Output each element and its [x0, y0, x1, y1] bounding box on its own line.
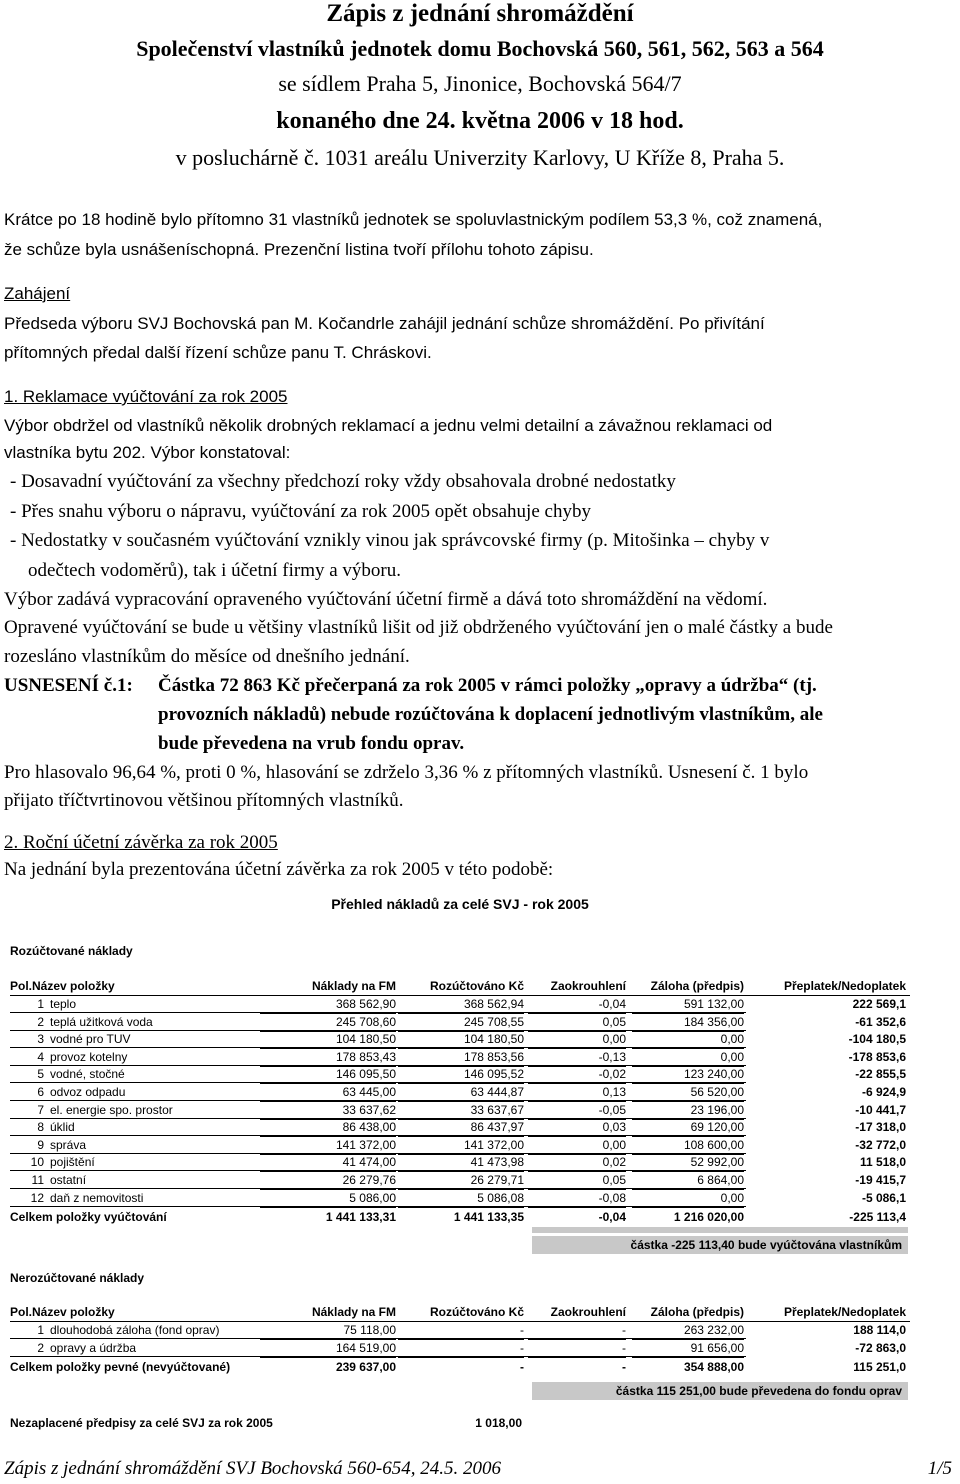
table-row [10, 1137, 910, 1154]
row-allocated: 5 086,08 [398, 1190, 524, 1208]
footer-title: Zápis z jednání shromáždění SVJ Bochovská 560-654, 24.5. 2006 [4, 1458, 501, 1479]
row-number: 9 [37, 1137, 44, 1152]
row-advance: 123 240,00 [632, 1066, 744, 1084]
row-balance: -17 318,0 [855, 1120, 906, 1135]
row-advance: 6 864,00 [632, 1172, 744, 1190]
section-2-heading: 2. Roční účetní závěrka za rok 2005 [4, 832, 278, 853]
col-balance-header: Přeplatek/Nedoplatek [783, 979, 906, 993]
section-unallocated-costs: Nerozúčtované náklady [10, 1271, 145, 1285]
row-balance: -178 853,6 [848, 1049, 906, 1064]
total-advance: 354 888,00 [683, 1360, 744, 1375]
row-number: 4 [37, 1049, 44, 1064]
row-allocated: 368 562,94 [398, 996, 524, 1014]
row-advance: 591 132,00 [632, 996, 744, 1014]
total-label: Celkem položky vyúčtování [10, 1210, 167, 1225]
row-number: 3 [37, 1032, 44, 1047]
total-label: Celkem položky pevné (nevyúčtované) [10, 1360, 231, 1375]
row-balance: -72 863,0 [855, 1340, 906, 1355]
row-rounding: 0,05 [528, 1014, 626, 1032]
row-name: opravy a údržba [50, 1340, 137, 1355]
table-header-row [10, 978, 910, 996]
table-row [10, 996, 910, 1013]
row-name: provoz kotelny [50, 1049, 128, 1064]
row-balance: -19 415,7 [855, 1173, 906, 1187]
document-title: Zápis z jednání shromáždění [326, 0, 634, 27]
row-rounding: - [528, 1340, 626, 1358]
row-number: 11 [31, 1173, 44, 1187]
row-number: 8 [37, 1120, 44, 1135]
row-number: 2 [37, 1014, 44, 1029]
row-costs-fm: 141 372,00 [260, 1137, 396, 1155]
row-advance: 263 232,00 [632, 1322, 744, 1340]
row-allocated: 178 853,56 [398, 1049, 524, 1067]
row-number: 5 [37, 1067, 44, 1082]
row-rounding: 0,03 [528, 1119, 626, 1137]
resolution-line-2: provozních nákladů) nebude rozúčtována k doplacení jednotlivým vlastníkům, ale [158, 704, 823, 725]
row-balance: 188 114,0 [853, 1323, 906, 1337]
unallocated-note [532, 1382, 908, 1400]
row-balance: -22 855,5 [855, 1067, 906, 1082]
table-row [10, 1049, 910, 1066]
vote-line-2: přijato tříčtvrtinovou většinou přítomných vlastníků. [4, 790, 404, 811]
total-costs-fm: 1 441 133,31 [325, 1210, 396, 1225]
row-name: pojištění [50, 1155, 95, 1170]
section-1-line-2: vlastníka bytu 202. Výbor konstatoval: [4, 443, 291, 462]
allocated-costs-table [10, 978, 910, 1228]
row-allocated: 146 095,52 [398, 1066, 524, 1084]
row-costs-fm: 178 853,43 [260, 1049, 396, 1067]
row-name: odvoz odpadu [50, 1085, 126, 1099]
row-name: správa [50, 1137, 87, 1152]
row-balance: -6 924,9 [861, 1085, 906, 1099]
table-row [10, 1084, 910, 1101]
bullet-2: - Přes snahu výboru o nápravu, vyúčtování za rok 2005 opět obsahuje chyby [10, 501, 591, 522]
row-costs-fm: 146 095,50 [260, 1066, 396, 1084]
row-rounding: 0,00 [528, 1031, 626, 1049]
col-rounding-header: Zaokrouhlení [550, 1305, 626, 1319]
row-costs-fm: 26 279,76 [260, 1172, 396, 1190]
row-rounding: -0,04 [528, 996, 626, 1014]
total-balance: 115 251,0 [853, 1360, 906, 1375]
row-divider [10, 1206, 746, 1207]
row-advance: 184 356,00 [632, 1014, 744, 1032]
row-allocated: 26 279,71 [398, 1172, 524, 1190]
row-advance: 91 656,00 [632, 1340, 744, 1358]
table-row [10, 1014, 910, 1031]
row-rounding: -0,08 [528, 1190, 626, 1208]
col-pol-header: Pol. [10, 979, 33, 993]
header-association: Společenství vlastníků jednotek domu Bochovská 560, 561, 562, 563 a 564 [136, 36, 824, 61]
unallocated-note-text: částka 115 251,00 bude převedena do fondu oprav [615, 1384, 902, 1398]
unpaid-value: 1 018,00 [475, 1416, 522, 1430]
total-advance: 1 216 020,00 [673, 1210, 744, 1225]
table-header-row [10, 1304, 910, 1322]
row-allocated: 245 708,55 [398, 1014, 524, 1032]
header-venue: v posluchárně č. 1031 areálu Univerzity Karlovy, U Kříže 8, Praha 5. [175, 145, 785, 170]
table-row [10, 1322, 910, 1339]
row-divider [10, 1356, 746, 1357]
table-total-row [10, 1209, 910, 1226]
row-name: ostatní [50, 1173, 87, 1187]
header-date: konaného dne 24. května 2006 v 18 hod. [276, 108, 684, 134]
table-row [10, 1031, 910, 1048]
bullet-1: - Dosavadní vyúčtování za všechny předchozí roky vždy obsahovala drobné nedostatky [10, 471, 676, 492]
row-allocated: 141 372,00 [398, 1137, 524, 1155]
col-name-header: Název položky [32, 979, 115, 993]
row-costs-fm: 63 445,00 [260, 1084, 396, 1102]
row-costs-fm: 104 180,50 [260, 1031, 396, 1049]
row-costs-fm: 245 708,60 [260, 1014, 396, 1032]
row-rounding: 0,02 [528, 1154, 626, 1172]
row-allocated: - [398, 1340, 524, 1358]
row-number: 2 [37, 1340, 44, 1355]
row-allocated: 41 473,98 [398, 1154, 524, 1172]
row-allocated: 33 637,67 [398, 1102, 524, 1120]
total-allocated: 1 441 133,35 [453, 1210, 524, 1225]
col-costs-fm-header: Náklady na FM [311, 979, 396, 993]
header-seat: se sídlem Praha 5, Jinonice, Bochovská 564/7 [278, 71, 682, 96]
table-total-row [10, 1359, 910, 1376]
resolution-line-1: Částka 72 863 Kč přečerpaná za rok 2005 v rámci položky „opravy a údržba“ (tj. [158, 675, 817, 696]
row-rounding: -0,05 [528, 1102, 626, 1120]
table-row [10, 1340, 910, 1357]
row-number: 7 [37, 1102, 44, 1117]
section-1-line-1: Výbor obdržel od vlastníků několik drobných reklamací a jednu velmi detailní a závažnou reklamaci od [4, 416, 773, 435]
bullet-3b: odečtech vodoměrů), tak i účetní firmy a výboru. [28, 560, 402, 581]
row-costs-fm: 86 438,00 [260, 1119, 396, 1137]
col-allocated-header: Rozúčtováno Kč [429, 979, 524, 993]
row-rounding: 0,13 [528, 1084, 626, 1102]
opening-line-1: Předseda výboru SVJ Bochovská pan M. Kočandrle zahájil jednání schůze shromáždění. Po přivítání [4, 314, 765, 333]
row-number: 1 [37, 997, 44, 1011]
allocated-note [532, 1236, 908, 1254]
row-rounding: 0,00 [528, 1137, 626, 1155]
table-row [10, 1190, 910, 1207]
section-1-para-3a: Opravené vyúčtování se bude u většiny vlastníků lišit od již obdrženého vyúčtování jen o malé částky a bude [4, 617, 833, 638]
row-name: dlouhodobá záloha (fond oprav) [50, 1323, 220, 1337]
row-advance: 0,00 [632, 1031, 744, 1049]
section-allocated-costs: Rozúčtované náklady [10, 944, 133, 958]
total-allocated: - [520, 1360, 524, 1375]
row-number: 1 [37, 1323, 44, 1337]
row-costs-fm: 164 519,00 [260, 1340, 396, 1358]
row-number: 12 [30, 1190, 44, 1205]
row-allocated: 86 437,97 [398, 1119, 524, 1137]
section-1-para-3b: rozesláno vlastníkům do měsíce od dnešního jednání. [4, 646, 410, 667]
row-balance: 222 569,1 [852, 997, 906, 1011]
bullet-3a: - Nedostatky v současném vyúčtování vznikly vinou jak správcovské firmy (p. Mitošinka – chyby v [10, 530, 770, 551]
row-rounding: -0,13 [528, 1049, 626, 1067]
row-number: 6 [37, 1085, 44, 1099]
col-balance-header: Přeplatek/Nedoplatek [783, 1305, 906, 1319]
row-allocated: 63 444,87 [398, 1084, 524, 1102]
col-costs-fm-header: Náklady na FM [311, 1305, 396, 1319]
opening-heading: Zahájení [4, 284, 71, 303]
row-rounding: 0,05 [528, 1172, 626, 1190]
row-allocated: 104 180,50 [398, 1031, 524, 1049]
total-rounding: - [622, 1360, 626, 1375]
row-name: el. energie spo. prostor [50, 1102, 173, 1117]
unpaid-label: Nezaplacené předpisy za celé SVJ za rok 2005 [10, 1416, 273, 1430]
row-balance: 11 518,0 [859, 1155, 906, 1170]
row-advance: 108 600,00 [632, 1137, 744, 1155]
row-costs-fm: 5 086,00 [260, 1190, 396, 1208]
table-row [10, 1066, 910, 1083]
row-name: daň z nemovitosti [50, 1190, 144, 1205]
resolution-label: USNESENÍ č.1: [4, 675, 133, 696]
section-1-heading: 1. Reklamace vyúčtování za rok 2005 [4, 387, 288, 406]
row-balance: -10 441,7 [855, 1102, 906, 1117]
table-row [10, 1154, 910, 1171]
row-advance: 52 992,00 [632, 1154, 744, 1172]
row-name: teplo [50, 997, 77, 1011]
col-advance-header: Záloha (předpis) [650, 979, 744, 993]
row-name: vodné, stočné [50, 1067, 125, 1082]
col-advance-header: Záloha (předpis) [650, 1305, 744, 1319]
col-rounding-header: Zaokrouhlení [550, 979, 626, 993]
table-row [10, 1119, 910, 1136]
resolution-line-3: bude převedena na vrub fondu oprav. [158, 733, 465, 754]
row-advance: 69 120,00 [632, 1119, 744, 1137]
opening-line-2: přítomných předal další řízení schůze panu T. Chráskovi. [4, 343, 432, 362]
row-balance: -32 772,0 [855, 1137, 906, 1152]
row-balance: -61 352,6 [855, 1014, 906, 1029]
row-name: vodné pro TUV [50, 1032, 131, 1047]
page-number: 1/5 [927, 1458, 952, 1479]
table-row [10, 1102, 910, 1119]
row-advance: 23 196,00 [632, 1102, 744, 1120]
total-rounding: -0,04 [598, 1210, 626, 1225]
col-allocated-header: Rozúčtováno Kč [429, 1305, 524, 1319]
vote-line-1: Pro hlasovalo 96,64 %, proti 0 %, hlasování se zdrželo 3,36 % z přítomných vlastníků. Usnesení č. 1 bylo [4, 762, 809, 783]
row-advance: 56 520,00 [632, 1084, 744, 1102]
total-balance: -225 113,4 [849, 1210, 906, 1225]
row-costs-fm: 75 118,00 [260, 1322, 396, 1340]
total-costs-fm: 239 637,00 [335, 1360, 396, 1375]
section-1-para-2: Výbor zadává vypracování opraveného vyúčtování účetní firmě a dává toto shromáždění na vědomí. [4, 589, 768, 610]
report-title: Přehled nákladů za celé SVJ - rok 2005 [331, 896, 589, 912]
col-name-header: Název položky [32, 1305, 115, 1319]
row-number: 10 [30, 1155, 44, 1170]
row-allocated: - [398, 1322, 524, 1340]
row-balance: -104 180,5 [848, 1032, 906, 1047]
unallocated-costs-table [10, 1304, 910, 1376]
row-rounding: - [528, 1322, 626, 1340]
row-name: teplá užitková voda [50, 1014, 153, 1029]
section-2-line-1: Na jednání byla prezentována účetní závěrka za rok 2005 v této podobě: [4, 859, 554, 880]
row-costs-fm: 33 637,62 [260, 1102, 396, 1120]
total-divider [532, 1227, 908, 1233]
intro-line-1: Krátce po 18 hodině bylo přítomno 31 vlastníků jednotek se spoluvlastnickým podílem 53,3 %, což znamená, [4, 210, 823, 229]
row-advance: 0,00 [632, 1049, 744, 1067]
col-pol-header: Pol. [10, 1305, 33, 1319]
row-costs-fm: 368 562,90 [260, 996, 396, 1014]
table-row [10, 1172, 910, 1189]
allocated-note-text: částka -225 113,40 bude vyúčtována vlastníkům [630, 1238, 902, 1252]
row-name: úklid [50, 1120, 75, 1135]
row-advance: 0,00 [632, 1190, 744, 1208]
intro-line-2: že schůze byla usnášeníschopná. Prezenční listina tvoří přílohu tohoto zápisu. [4, 240, 594, 259]
row-costs-fm: 41 474,00 [260, 1154, 396, 1172]
row-rounding: -0,02 [528, 1066, 626, 1084]
row-balance: -5 086,1 [861, 1190, 906, 1205]
